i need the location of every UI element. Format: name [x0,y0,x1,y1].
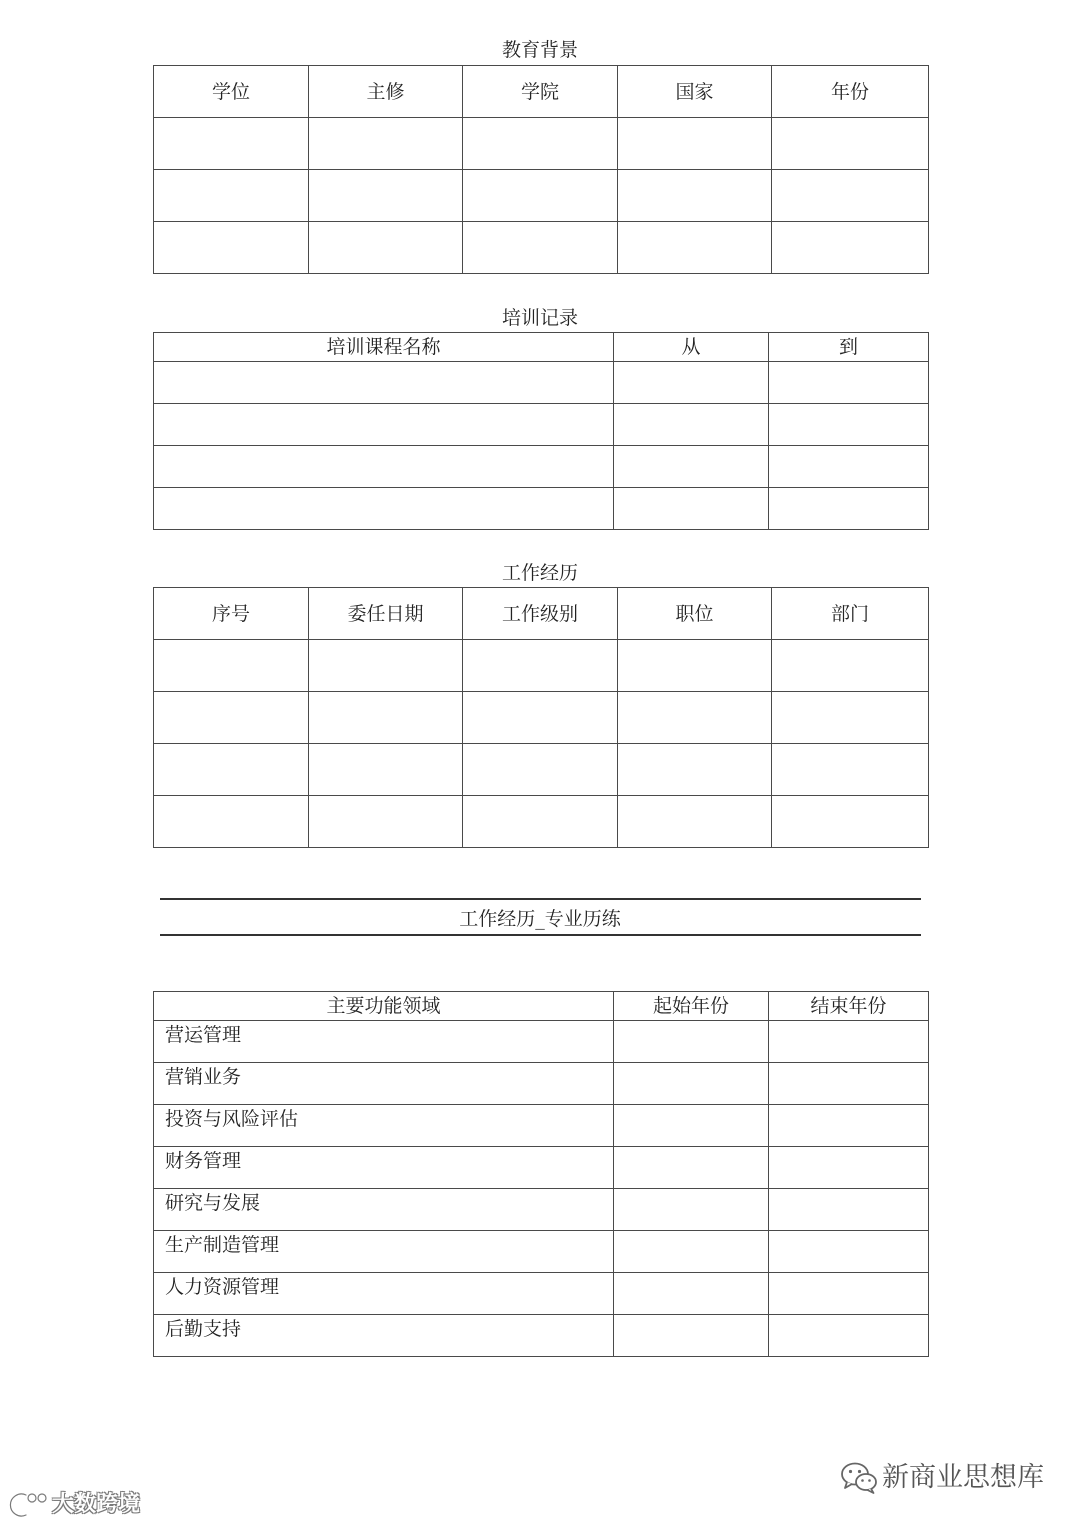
functional-area-label: 营销业务 [154,1063,614,1105]
header-start-year: 起始年份 [614,992,769,1021]
header-position: 职位 [618,588,772,640]
functional-area-label: 营运管理 [154,1021,614,1063]
header-appointment-date: 委任日期 [309,588,463,640]
dashu-logo-icon [6,1489,48,1521]
start-year-cell [614,1315,769,1357]
work-cell [618,796,772,848]
start-year-cell [614,1273,769,1315]
header-course-name: 培训课程名称 [154,333,614,362]
work-cell [154,640,309,692]
start-year-cell [614,1147,769,1189]
work-cell [154,796,309,848]
table-row [154,118,929,170]
work-cell [309,796,463,848]
training-cell [769,446,929,488]
end-year-cell [769,1189,929,1231]
functional-area-label: 研究与发展 [154,1189,614,1231]
table-row [154,1315,929,1357]
education-cell [618,222,772,274]
table-row [154,222,929,274]
work-cell [618,692,772,744]
divider-bottom [160,934,921,936]
start-year-cell [614,1189,769,1231]
end-year-cell [769,1063,929,1105]
header-major: 主修 [309,66,463,118]
training-cell [614,404,769,446]
training-cell [154,404,614,446]
table-row [154,488,929,530]
header-department: 部门 [772,588,929,640]
start-year-cell [614,1063,769,1105]
table-row [154,1231,929,1273]
end-year-cell [769,1273,929,1315]
watermark-right-text: 新商业思想库 [882,1462,1044,1493]
training-cell [614,362,769,404]
wechat-icon [840,1461,878,1495]
end-year-cell [769,1105,929,1147]
functional-area-label: 财务管理 [154,1147,614,1189]
work-cell [154,692,309,744]
start-year-cell [614,1021,769,1063]
education-cell [309,222,463,274]
start-year-cell [614,1105,769,1147]
education-header-row [154,66,929,118]
education-cell [772,222,929,274]
table-row [154,1273,929,1315]
education-cell [309,118,463,170]
work-cell [463,640,618,692]
work-cell [309,692,463,744]
table-row [154,404,929,446]
work-cell [618,744,772,796]
start-year-cell [614,1231,769,1273]
table-row [154,170,929,222]
end-year-cell [769,1147,929,1189]
end-year-cell [769,1315,929,1357]
table-row [154,1063,929,1105]
table-row [154,796,929,848]
education-cell [154,170,309,222]
end-year-cell [769,1231,929,1273]
education-cell [154,118,309,170]
training-title: 培训记录 [501,307,578,329]
training-cell [769,362,929,404]
functional-area-label: 生产制造管理 [154,1231,614,1273]
watermark-left-text: 大数跨境 [52,1492,141,1517]
education-cell [463,118,618,170]
work-cell [309,744,463,796]
training-cell [614,446,769,488]
table-row [154,1021,929,1063]
education-cell [618,170,772,222]
header-to: 到 [769,333,929,362]
education-cell [154,222,309,274]
education-cell [618,118,772,170]
dashu-watermark [6,1488,140,1522]
table-row [154,1189,929,1231]
work-cell [772,640,929,692]
header-functional-area: 主要功能领域 [154,992,614,1021]
work-cell [772,796,929,848]
education-cell [772,118,929,170]
work-cell [618,640,772,692]
functional-area-label: 人力资源管理 [154,1273,614,1315]
work-cell [463,692,618,744]
work-cell [154,744,309,796]
table-row [154,692,929,744]
work-header-row [154,588,929,640]
training-cell [154,362,614,404]
work-cell [772,744,929,796]
header-serial-number: 序号 [154,588,309,640]
training-cell [614,488,769,530]
work-cell [772,692,929,744]
training-cell [154,488,614,530]
education-title: 教育背景 [501,39,578,61]
training-cell [769,404,929,446]
professional-title: 工作经历_专业历练 [459,908,621,930]
end-year-cell [769,1021,929,1063]
training-cell [769,488,929,530]
table-row [154,1105,929,1147]
header-country: 国家 [618,66,772,118]
work-cell [463,796,618,848]
table-row [154,640,929,692]
table-row [154,744,929,796]
divider-top [160,898,921,900]
training-header-row [154,333,929,362]
table-row [154,362,929,404]
education-cell [463,170,618,222]
table-row [154,1147,929,1189]
training-table [153,332,929,530]
header-from: 从 [614,333,769,362]
professional-header-row [154,992,929,1021]
education-cell [309,170,463,222]
table-row [154,446,929,488]
work-table [153,587,929,848]
wechat-watermark [840,1460,1044,1496]
header-end-year: 结束年份 [769,992,929,1021]
header-year: 年份 [772,66,929,118]
training-cell [154,446,614,488]
work-title: 工作经历 [501,562,578,584]
work-cell [463,744,618,796]
functional-area-label: 投资与风险评估 [154,1105,614,1147]
functional-area-label: 后勤支持 [154,1315,614,1357]
work-cell [309,640,463,692]
header-college: 学院 [463,66,618,118]
education-cell [772,170,929,222]
header-degree: 学位 [154,66,309,118]
education-cell [463,222,618,274]
education-table [153,65,929,274]
header-job-level: 工作级别 [463,588,618,640]
professional-table [153,991,929,1357]
